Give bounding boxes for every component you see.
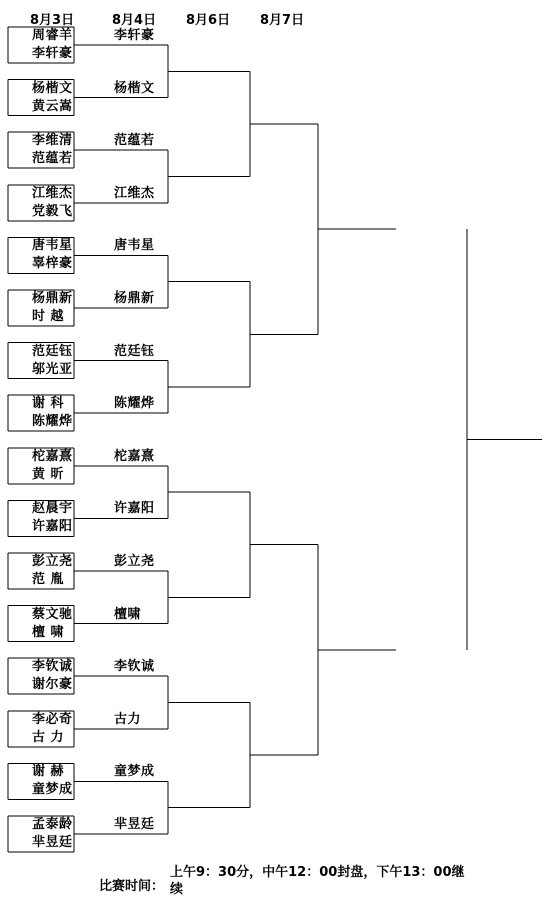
round1-player-bottom: 谢尔豪: [32, 677, 73, 693]
round1-player-top: 蔡文驰: [32, 606, 73, 622]
round1-player-bottom: 檀 啸: [32, 624, 65, 640]
round1-player-top: 彭立尧: [32, 554, 73, 569]
round1-player-bottom: 党毅飞: [32, 203, 73, 219]
round1-player-top: 孟泰龄: [32, 817, 73, 832]
round1-player-top: 唐韦星: [32, 238, 73, 254]
round2-winner-name: 陈耀烨: [114, 396, 155, 412]
round1-player-top: 谢 科: [32, 396, 65, 412]
round2-winner-name: 江维杰: [114, 185, 155, 201]
round1-player-bottom: 黄 昕: [32, 466, 65, 482]
round2-winner-name: 杨楷文: [114, 80, 155, 96]
round1-player-top: 周睿羊: [32, 28, 73, 43]
round2-winner-name: 柁嘉熹: [114, 448, 155, 464]
round1-player-bottom: 陈耀烨: [32, 414, 73, 430]
round1-player-bottom: 辜梓豪: [32, 256, 73, 272]
round2-winner-name: 范廷钰: [114, 343, 155, 359]
round1-player-bottom: 李轩豪: [32, 46, 73, 61]
round2-winner-name: 李轩豪: [114, 28, 155, 43]
round1-player-bottom: 许嘉阳: [32, 519, 73, 535]
round2-winner-name: 芈昱廷: [114, 817, 155, 832]
round2-winner-name: 范蕴若: [114, 133, 155, 149]
round1-player-bottom: 古 力: [32, 729, 65, 745]
round1-player-bottom: 邬光亚: [32, 361, 73, 377]
round2-winner-name: 古力: [114, 711, 142, 727]
round1-player-bottom: 范 胤: [32, 572, 65, 587]
date-header-round4: 8月7日: [260, 13, 305, 28]
round1-player-bottom: 童梦成: [32, 782, 73, 798]
round2-winner-name: 彭立尧: [114, 554, 155, 569]
round1-player-top: 范廷钰: [32, 343, 73, 359]
round2-winner-name: 许嘉阳: [114, 501, 155, 517]
round1-player-top: 李必奇: [32, 711, 73, 727]
round1-player-bottom: 时 越: [32, 309, 65, 324]
round2-winner-name: 杨鼎新: [114, 291, 155, 306]
round1-player-top: 李维清: [32, 133, 73, 149]
schedule-label: 比赛时间：: [99, 879, 165, 894]
round2-winner-name: 童梦成: [114, 764, 155, 780]
round1-player-bottom: 黄云嵩: [32, 98, 73, 114]
date-header-round1: 8月3日: [30, 13, 75, 28]
round1-player-top: 江维杰: [32, 185, 73, 201]
round1-player-top: 柁嘉熹: [32, 448, 73, 464]
round1-player-top: 赵晨宇: [32, 501, 73, 517]
round1-player-bottom: 芈昱廷: [32, 835, 73, 850]
round1-player-top: 杨楷文: [32, 80, 73, 96]
date-header-round2: 8月4日: [112, 13, 157, 28]
round2-winner-name: 李钦诚: [114, 659, 155, 675]
round2-winner-name: 唐韦星: [114, 238, 155, 254]
round2-winner-name: 檀啸: [114, 606, 142, 622]
round1-player-top: 杨鼎新: [32, 291, 73, 306]
schedule-text: 上午9：30分，中午12：00封盘，下午13：00继续: [170, 865, 465, 897]
date-header-round3: 8月6日: [186, 13, 231, 28]
round1-player-top: 谢 赫: [32, 764, 65, 780]
round1-player-top: 李钦诚: [32, 659, 73, 675]
round1-player-bottom: 范蕴若: [32, 151, 73, 167]
